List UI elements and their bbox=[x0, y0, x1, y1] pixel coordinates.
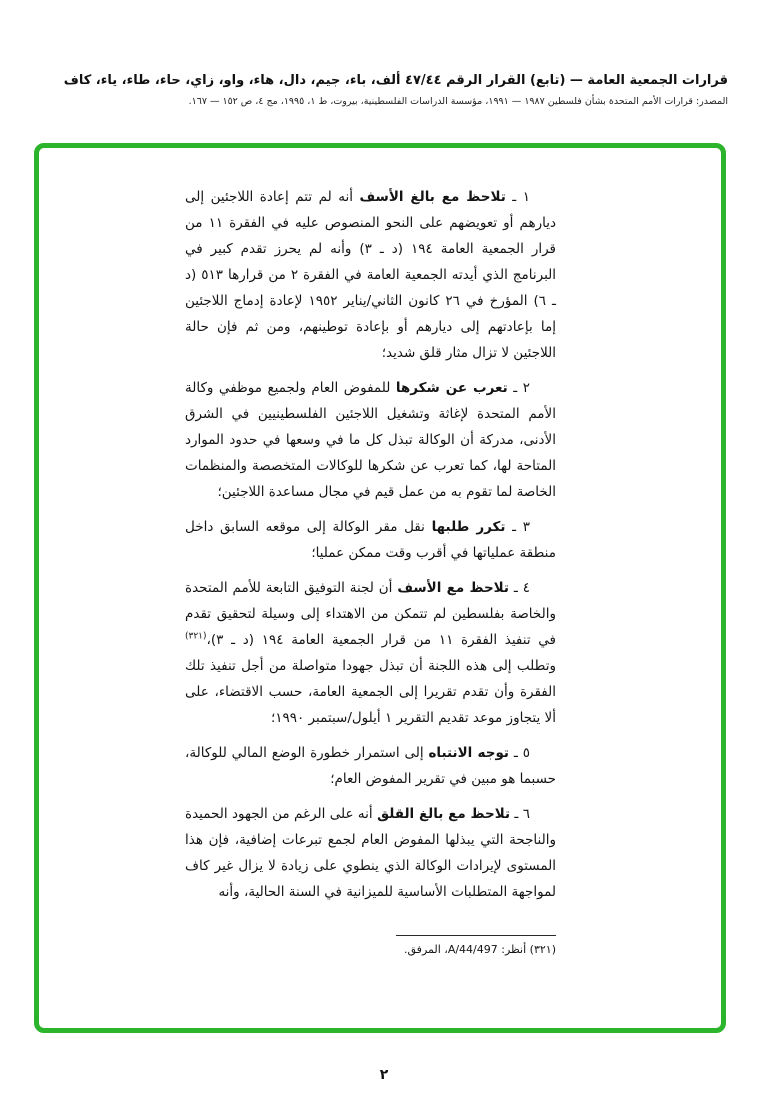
page-number: ٢ bbox=[379, 1067, 389, 1083]
paragraph-number: ٦ ـ bbox=[514, 806, 531, 822]
document-source-line: المصدر: قرارات الأمم المتحدة بشأن فلسطين ١٩٨٧ — ١٩٩١، مؤسسة الدراسات الفلسطينية، بيروت، ط ١، ١٩٩٥، مج ٤، ص ١٥٢ — ١٦٧. bbox=[188, 96, 728, 107]
paragraph-lead: تلاحظ مع بالغ القلق bbox=[377, 806, 511, 822]
paragraph-text: أن لجنة التوفيق التابعة للأمم المتحدة والخاصة بفلسطين لم تتمكن من الاهتداء إلى وسيلة لتحقيق تقدم في تنفيذ الفقرة ١١ من قرار الجمعية العامة ١٩٤ (د ـ ٣)، bbox=[185, 580, 556, 648]
resolution-paragraph-3 bbox=[185, 514, 556, 566]
paragraph-text: نقل مقر الوكالة إلى موقعه السابق داخل منطقة عملياتها في أقرب وقت ممكن عمليا؛ bbox=[185, 519, 556, 561]
resolution-paragraph-2 bbox=[185, 375, 556, 505]
document-header bbox=[0, 0, 768, 108]
resolution-paragraph-5 bbox=[185, 740, 556, 792]
paragraph-number: ٢ ـ bbox=[513, 380, 530, 396]
resolution-text-block bbox=[39, 148, 721, 1028]
paragraph-lead: تلاحظ مع الأسف bbox=[397, 580, 509, 596]
resolution-paragraph-4 bbox=[185, 575, 556, 731]
paragraph-number: ٣ ـ bbox=[512, 519, 531, 535]
paragraph-text: أنه لم تتم إعادة اللاجئين إلى ديارهم أو تعويضهم على النحو المنصوص عليه في الفقرة ١١ من قرار الجمعية العامة ١٩٤ (د ـ ٣) وأنه لم يحرز تقدم كبير في البرنامج الذي أيدته الجمعية العامة في الفقرة ٢ من قرارها ٥١٣ (د ـ ٦) المؤرخ في ٢٦ كانون الثاني/يناير ١٩٥٢ لإعادة إدماج اللاجئين إما بإعادتهم إلى ديارهم أو بإعادة توطينهم، ومن ثم فإن حالة اللاجئين لا تزال مثار قلق شديد؛ bbox=[185, 189, 557, 361]
paragraph-number: ٥ ـ bbox=[513, 745, 530, 761]
paragraph-lead: تلاحظ مع بالغ الأسف bbox=[359, 189, 506, 205]
paragraph-lead: توجه الانتباه bbox=[428, 745, 509, 761]
paragraph-text: إلى استمرار خطورة الوضع المالي للوكالة، حسبما هو مبين في تقرير المفوض العام؛ bbox=[185, 745, 556, 787]
paragraph-lead: تعرب عن شكرها bbox=[395, 380, 508, 396]
paragraph-lead: تكرر طلبها bbox=[431, 519, 506, 535]
footnote-separator-rule bbox=[396, 935, 556, 936]
resolution-paragraph-6 bbox=[185, 801, 556, 905]
footnote-reference-marker: (٣٢١) bbox=[185, 631, 207, 642]
paragraph-number: ١ ـ bbox=[512, 189, 531, 205]
paragraph-number: ٤ ـ bbox=[513, 580, 530, 596]
paragraph-text-continued: وتطلب إلى هذه اللجنة أن تبذل جهودا متواصلة من أجل تنفيذ تلك الفقرة وأن تقدم تقريرا إلى الجمعية العامة، حسب الاقتضاء، على ألا يتجاوز موعد تقديم التقرير ١ أيلول/سبتمبر ١٩٩٠؛ bbox=[185, 658, 556, 726]
paragraph-text: أنه على الرغم من الجهود الحميدة والناجحة التي يبذلها المفوض العام لجمع تبرعات إضافية، فإن هذا المستوى لإيرادات الوكالة الذي ينطوي على زيادة لا يزال غير كاف لمواجهة المتطلبات الأساسية للميزانية في السنة الحالية، وأنه bbox=[185, 806, 556, 900]
paragraph-text: للمفوض العام ولجميع موظفي وكالة الأمم المتحدة لإغاثة وتشغيل اللاجئين الفلسطينيين في الشرق الأدنى، مدركة أن الوكالة تبذل كل ما في وسعها في حدود الموارد المتاحة لها، كما تعرب عن شكرها للوكالات المتخصصة والمنظمات الخاصة لما تقوم به من عمل قيم في مجال مساعدة اللاجئين؛ bbox=[185, 380, 556, 500]
document-title: قرارات الجمعية العامة — (تابع) القرار الرقم ٤٧/٤٤ ألف، باء، جيم، دال، هاء، واو، زاي، حاء، طاء، ياء، كاف bbox=[63, 73, 728, 88]
resolution-paragraph-1 bbox=[185, 184, 556, 366]
footnote-section bbox=[185, 935, 556, 1028]
scan-border-box bbox=[34, 143, 726, 1033]
footnote-text: (٣٢١) أنظر: A/44/497، المرفق. bbox=[404, 943, 556, 956]
